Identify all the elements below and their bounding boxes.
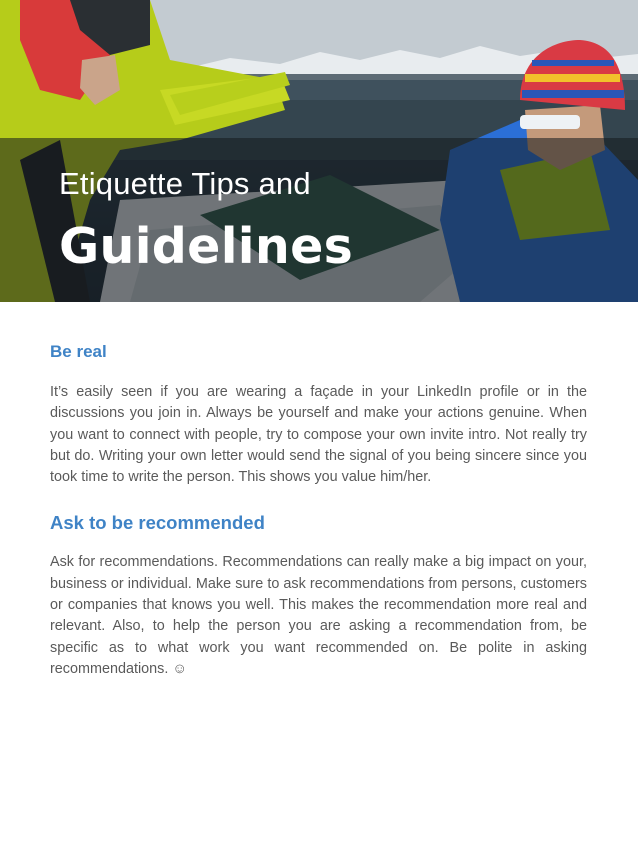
section-paragraph-be-real: It’s easily seen if you are wearing a façade in your LinkedIn profile or in the discussions you join in. Always be yourself and make your actions genuine. When you want to connect with people, try to compose your own invite intro. Not really try but do. Writing your own letter would send the signal of you being sincere since you took time to write the person. This shows you value him/her. [50,384,587,486]
section-heading-be-real: Be real [50,342,107,361]
section-paragraph-ask-recommended: Ask for recommendations. Recommendations can really make a big impact on your, business or individual. Make sure to ask recommendations from persons, customers or companies that knows you well. This makes the recommendation more real and relevant. Also, to help the person you are asking a recommendation from, be specific as to what work you want recommended on. Be polite in asking recommendations. ☺ [50,554,587,677]
page-title-line2: Guidelines [59,218,354,275]
section-heading-ask-recommended: Ask to be recommended [50,512,265,534]
page-title-line1: Etiquette Tips and [59,166,311,201]
article-body [50,338,587,680]
